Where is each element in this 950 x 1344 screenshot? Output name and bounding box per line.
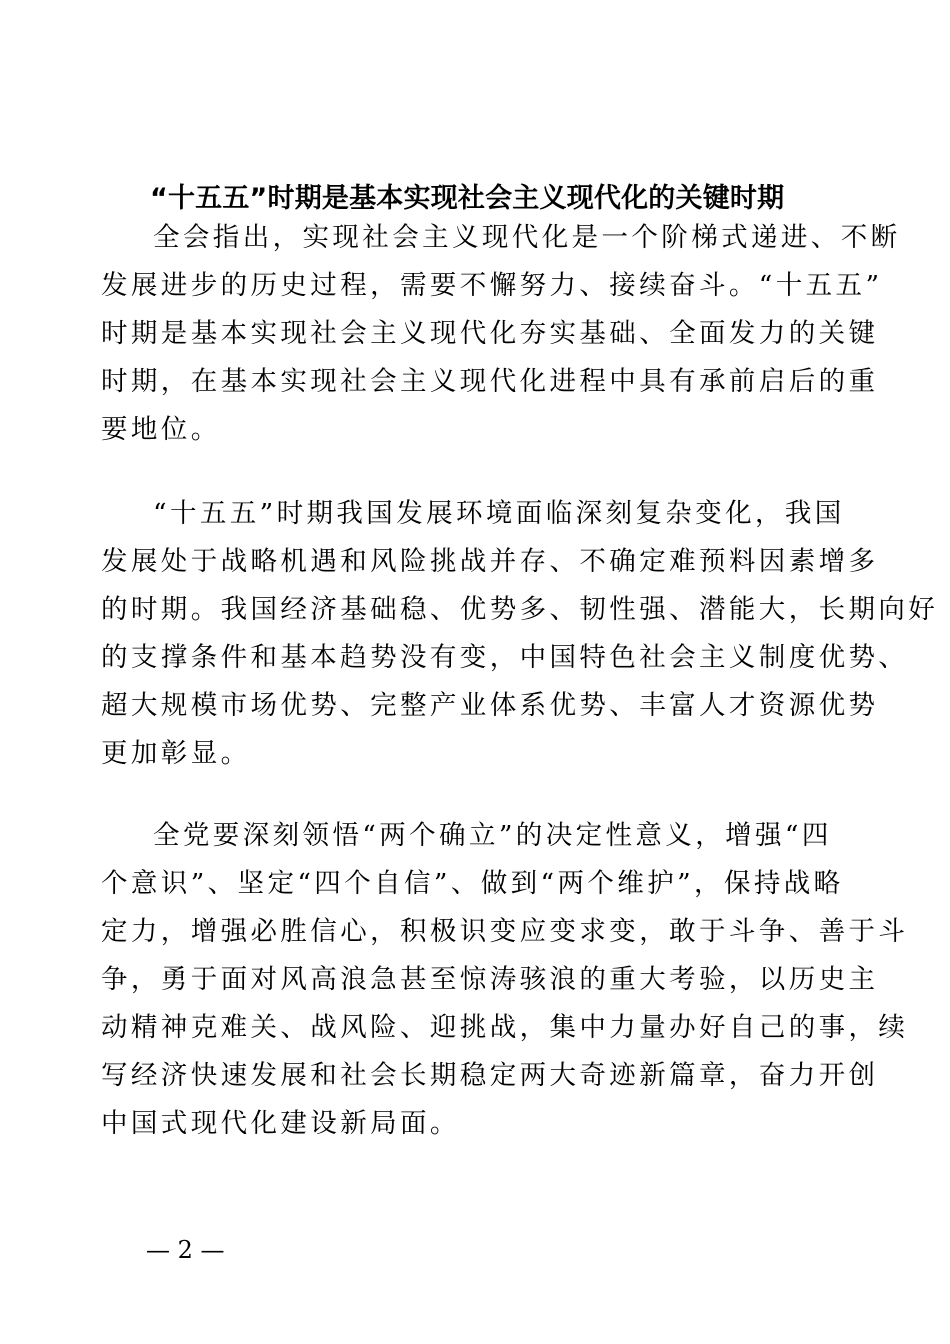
paragraph-line: 时期是基本实现社会主义现代化夯实基础、全面发力的关键 (101, 318, 879, 349)
paragraph-line: 全会指出，实现社会主义现代化是一个阶梯式递进、不断 (153, 222, 901, 253)
paragraph-line: 时期，在基本实现社会主义现代化进程中具有承前启后的重 (101, 366, 879, 397)
paragraph-line: 的支撑条件和基本趋势没有变，中国特色社会主义制度优势、 (101, 642, 909, 673)
paragraph-line: 争，勇于面对风高浪急甚至惊涛骇浪的重大考验，以历史主 (101, 964, 879, 995)
paragraph-line: 更加彰显。 (101, 738, 251, 769)
paragraph-line: 的时期。我国经济基础稳、优势多、韧性强、潜能大，长期向好 (101, 594, 939, 625)
paragraph-line: 写经济快速发展和社会长期稳定两大奇迹新篇章，奋力开创 (101, 1060, 879, 1091)
paragraph-line: “十五五”时期我国发展环境面临深刻复杂变化，我国 (153, 498, 845, 529)
paragraph-line: 发展进步的历史过程，需要不懈努力、接续奋斗。“十五五” (101, 270, 883, 301)
paragraph-line: 中国式现代化建设新局面。 (101, 1108, 460, 1139)
section-title: “十五五”时期是基本实现社会主义现代化的关键时期 (150, 183, 785, 214)
paragraph-line: 超大规模市场优势、完整产业体系优势、丰富人才资源优势 (101, 690, 879, 721)
paragraph-line: 发展处于战略机遇和风险挑战并存、不确定难预料因素增多 (101, 546, 879, 577)
paragraph-line: 动精神克难关、战风险、迎挑战，集中力量办好自己的事，续 (101, 1012, 909, 1043)
paragraph-line: 要地位。 (101, 414, 221, 445)
paragraph-line: 全党要深刻领悟“两个确立”的决定性意义，增强“四 (153, 820, 832, 851)
page-number: — 2 — (146, 1236, 225, 1264)
paragraph-line: 定力，增强必胜信心，积极识变应变求变，敢于斗争、善于斗 (101, 916, 909, 947)
paragraph-line: 个意识”、坚定“四个自信”、做到“两个维护”，保持战略 (101, 868, 844, 899)
